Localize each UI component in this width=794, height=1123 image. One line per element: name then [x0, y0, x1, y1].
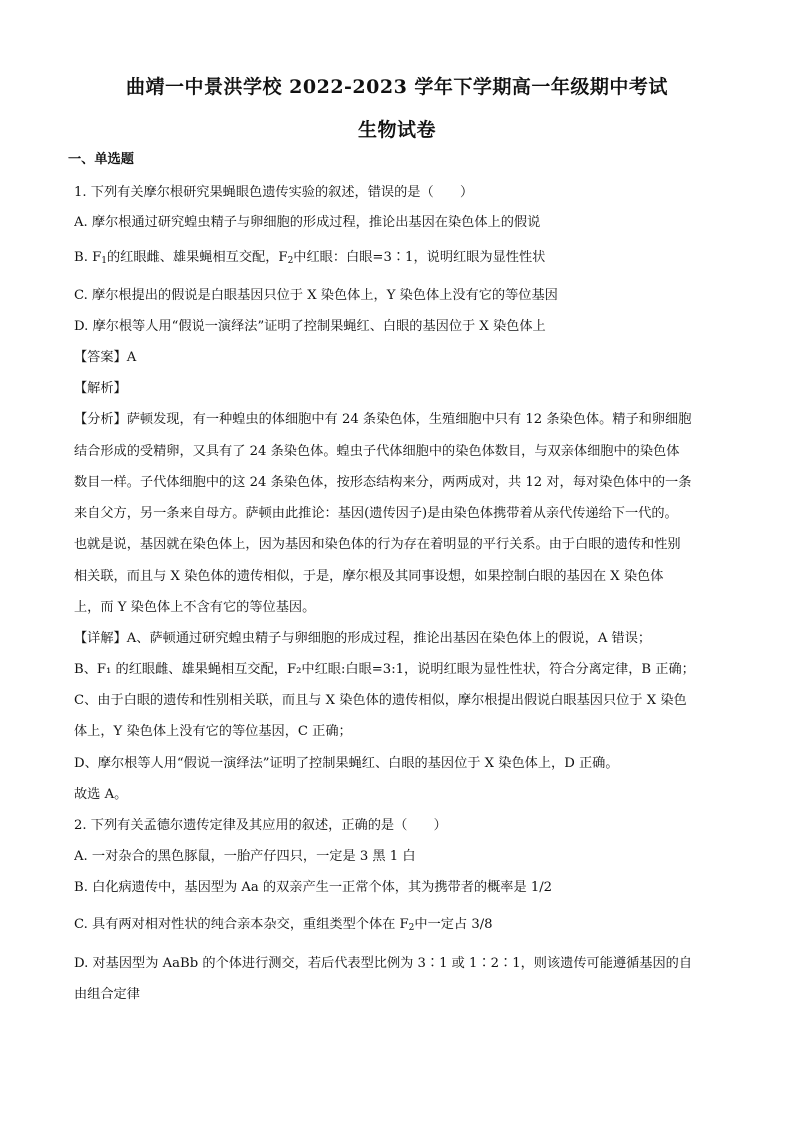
q1-analysis-line: 数目一样。子代体细胞中的这 24 条染色体，按形态结构来分，两两成对，共 12 对，每对染色体中的一条: [74, 475, 692, 490]
section-heading: 一、单选题: [68, 152, 134, 167]
q2-option-a: A. 一对杂合的黑色豚鼠，一胎产仔四只，一定是 3 黑 1 白: [74, 849, 416, 864]
q1-analysis-line: 【分析】萨顿发现，有一种蝗虫的体细胞中有 24 条染色体，生殖细胞中只有 12 条染色体。精子和卵细胞: [74, 412, 692, 427]
exam-subtitle: 生物试卷: [357, 119, 436, 141]
q2-option-d: D. 对基因型为 AaBb 的个体进行测交，若后代表型比例为 3∶1 或 1∶2∶1，则该遗传可能遵循基因的自: [74, 956, 693, 971]
q1-stem: 1. 下列有关摩尔根研究果蝇眼色遗传实验的叙述，错误的是（ ）: [74, 185, 474, 200]
q1-analysis-line: 结合形成的受精卵，又具有了 24 条染色体。蝗虫子代体细胞中的染色体数目，与双亲体细胞中的染色体: [74, 444, 680, 459]
q1-option-d: D. 摩尔根等人用“假说一演绎法”证明了控制果蝇红、白眼的基因位于 X 染色体上: [74, 319, 546, 334]
q1-detail-line: D、摩尔根等人用“假说一演绎法”证明了控制果蝇红、白眼的基因位于 X 染色体上，D 正确。: [74, 756, 619, 771]
q1-detail-line: B、F₁ 的红眼雌、雄果蝇相互交配，F₂中红眼:白眼=3:1，说明红眼为显性性状，符合分离定律，B 正确；: [74, 662, 695, 677]
q1-detail-line: 体上，Y 染色体上没有它的等位基因，C 正确；: [74, 724, 352, 739]
q1-option-c: C. 摩尔根提出的假说是白眼基因只位于 X 染色体上，Y 染色体上没有它的等位基因: [74, 288, 558, 303]
q1-analysis-heading: 【解析】: [74, 381, 127, 396]
q1-detail-line: 【详解】A、萨顿通过研究蝗虫精子与卵细胞的形成过程，推论出基因在染色体上的假说，A 错误；: [74, 631, 652, 646]
q1-analysis-line: 上，而 Y 染色体上不含有它的等位基因。: [74, 600, 316, 615]
q1-detail-line: C、由于白眼的遗传和性别相关联，而且与 X 染色体的遗传相似，摩尔根提出假说白眼基因只位于 X 染色: [74, 693, 687, 708]
q1-option-b: B. $F_1$的红眼雌、雄果蝇相互交配，$F_2$中红眼：白眼=3∶1，说明红眼为显性性状: [74, 250, 546, 266]
q1-answer: 【答案】A: [74, 350, 137, 365]
q1-analysis-line: 也就是说，基因就在染色体上，因为基因和染色体的行为存在着明显的平行关系。由于白眼的遗传和性别: [74, 537, 681, 552]
q1-option-a: A. 摩尔根通过研究蝗虫精子与卵细胞的形成过程，推论出基因在染色体上的假说: [74, 215, 541, 230]
exam-title: 曲靖一中景洪学校 2022-2023 学年下学期高一年级期中考试: [126, 76, 668, 98]
q1-detail-line: 故选 A。: [74, 787, 128, 802]
q2-option-d-cont: 由组合定律: [74, 987, 140, 1002]
q1-analysis-line: 来自父方，另一条来自母方。萨顿由此推论：基因(遗传因子)是由染色体携带着从亲代传递给下一代的。: [74, 506, 678, 521]
q2-option-b: B. 白化病遗传中，基因型为 Aa 的双亲产生一正常个体，其为携带者的概率是 1/2: [74, 880, 553, 895]
q1-analysis-line: 相关联，而且与 X 染色体的遗传相似，于是，摩尔根及其同事设想，如果控制白眼的基因在 X 染色体: [74, 569, 664, 584]
q2-stem: 2. 下列有关孟德尔遗传定律及其应用的叙述，正确的是（ ）: [74, 818, 447, 833]
q2-option-c: C. 具有两对相对性状的纯合亲本杂交，重组类型个体在 $F_2$中一定占 3/8: [74, 917, 493, 933]
